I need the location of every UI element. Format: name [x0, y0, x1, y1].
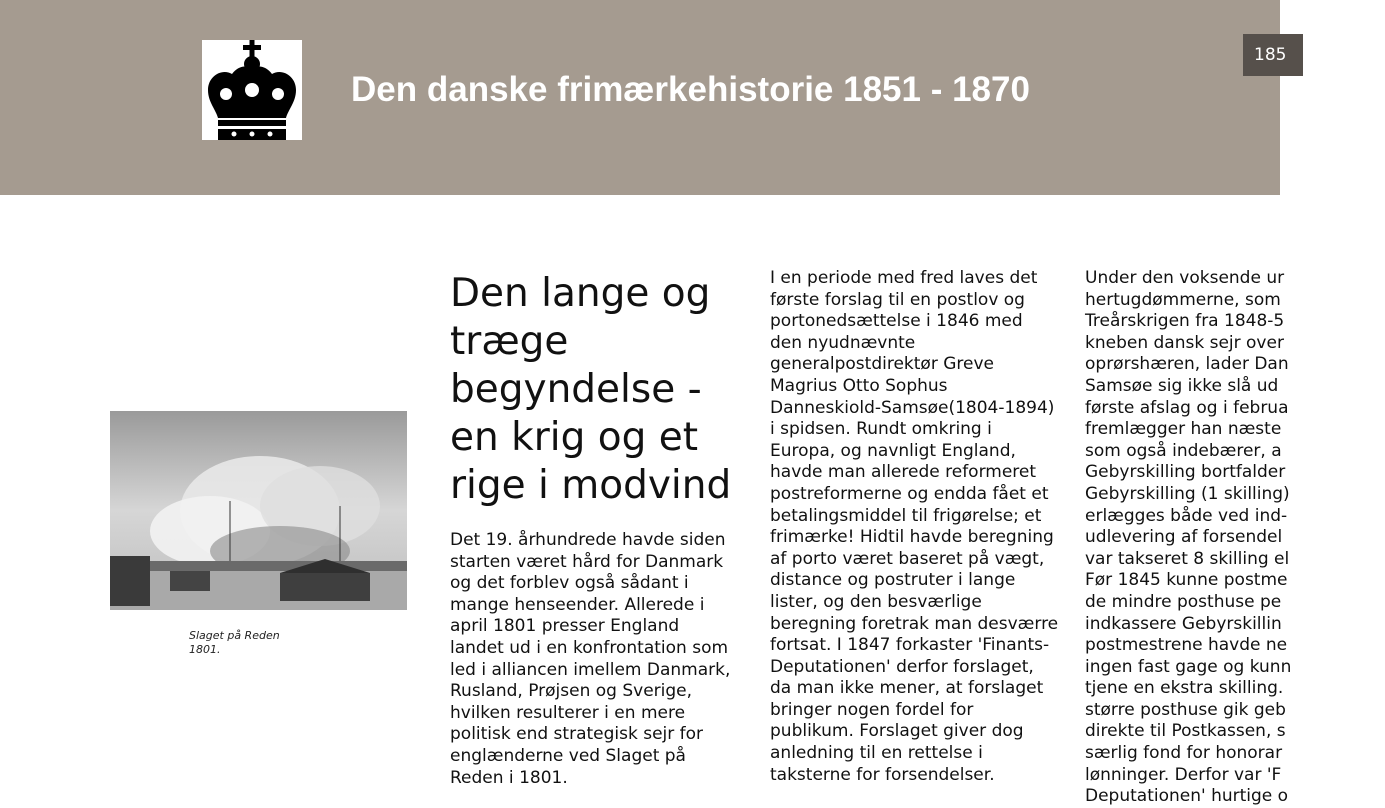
article-column-3-line: Deputationen' hurtige o — [1085, 786, 1289, 807]
article-column-3-line: særlig fond for honorar — [1085, 743, 1283, 764]
article-column-3-line: var takseret 8 skilling el — [1085, 548, 1290, 569]
article-column-3-line: erlægges både ved ind- — [1085, 505, 1288, 526]
article-column-3-line: større posthuse gik geb — [1085, 699, 1286, 720]
nav-tab-1851[interactable]: 185 — [1243, 34, 1303, 76]
article-column-3-line: Gebyrskilling (1 skilling) — [1085, 483, 1290, 504]
article-column-3-line: ingen fast gage og kunn — [1085, 656, 1292, 677]
article-column-3-line: lønninger. Derfor var 'F — [1085, 764, 1282, 785]
article-column-3-line: Treårskrigen fra 1848-5 — [1085, 311, 1285, 332]
article-column-3-line: postmestrene havde ne — [1085, 635, 1288, 656]
article-column-3-line: hertugdømmerne, som — [1085, 289, 1281, 310]
crown-icon — [202, 40, 302, 140]
figure-caption: Slaget på Reden 1801. — [189, 629, 280, 656]
article-column-3 — [1085, 268, 1385, 808]
article-column-3-line: direkte til Postkassen, s — [1085, 721, 1286, 742]
article-column-3-line: Før 1845 kunne postme — [1085, 570, 1288, 591]
article-column-3-line: indkassere Gebyrskillin — [1085, 613, 1282, 634]
article-column-2: I en periode med fred laves det første forslag til en postlov og portonedsættelse i 1846 med den nyudnævnte generalpostdirektør Greve Magrius Otto Sophus Danneskiold-Samsøe(1804-1894) i spidsen. Rundt omkring i Europa, og navnligt England, havde man allerede reformeret postreformerne og endda fået et betalingsmiddel til frigørelse; et frimærke! Hidtil havde beregning af porto været baseret på vægt, distance og postruter i lange lister, og den besværlige beregning foretrak man desværre fortsat. I 1847 forkaster 'Finants-Deputationen' derfor forslaget, da man ikke mener, at forslaget bringer nogen fordel for publikum. Forslaget giver dog anledning til en rettelse i taksterne for forsendelser. — [770, 268, 1059, 785]
article-column-3-line: Under den voksende ur — [1085, 268, 1285, 288]
article-column-3-line: udlevering af forsendel — [1085, 527, 1283, 548]
article-column-3-line: de mindre posthuse pe — [1085, 591, 1282, 612]
crown-logo[interactable] — [202, 40, 302, 140]
site-title[interactable]: Den danske frimærkehistorie 1851 - 1870 — [351, 70, 1030, 109]
article-column-3-line: første afslag og i februa — [1085, 397, 1289, 418]
article-column-3-line: tjene en ekstra skilling. — [1085, 678, 1284, 699]
site-header — [0, 0, 1287, 195]
article-title: Den lange og træge begyndelse - en krig og et rige i modvind — [450, 271, 732, 508]
article-column-3-line: Gebyrskilling bortfalder — [1085, 462, 1286, 483]
article-column-3-line: fremlægger han næste — [1085, 419, 1282, 440]
article-column-1: Det 19. århundrede havde siden starten været hård for Danmark og det forblev også sådant i mange henseender. Allerede i april 1801 presser England landet ud i en konfrontation som led i alliancen imellem Danmark, Rusland, Prøjsen og Sverige, hvilken resulterer i en mere politisk end strategisk sejr for englænderne ved Slaget på Reden i 1801. — [450, 530, 731, 788]
article-column-3-line: kneben dansk sejr over — [1085, 332, 1284, 353]
article-column-3-line: som også indebærer, a — [1085, 440, 1282, 461]
battle-engraving-image — [110, 411, 407, 610]
article-column-3-line: Samsøe sig ikke slå ud — [1085, 375, 1279, 396]
article-column-3-line: oprørshæren, lader Dan — [1085, 354, 1289, 375]
